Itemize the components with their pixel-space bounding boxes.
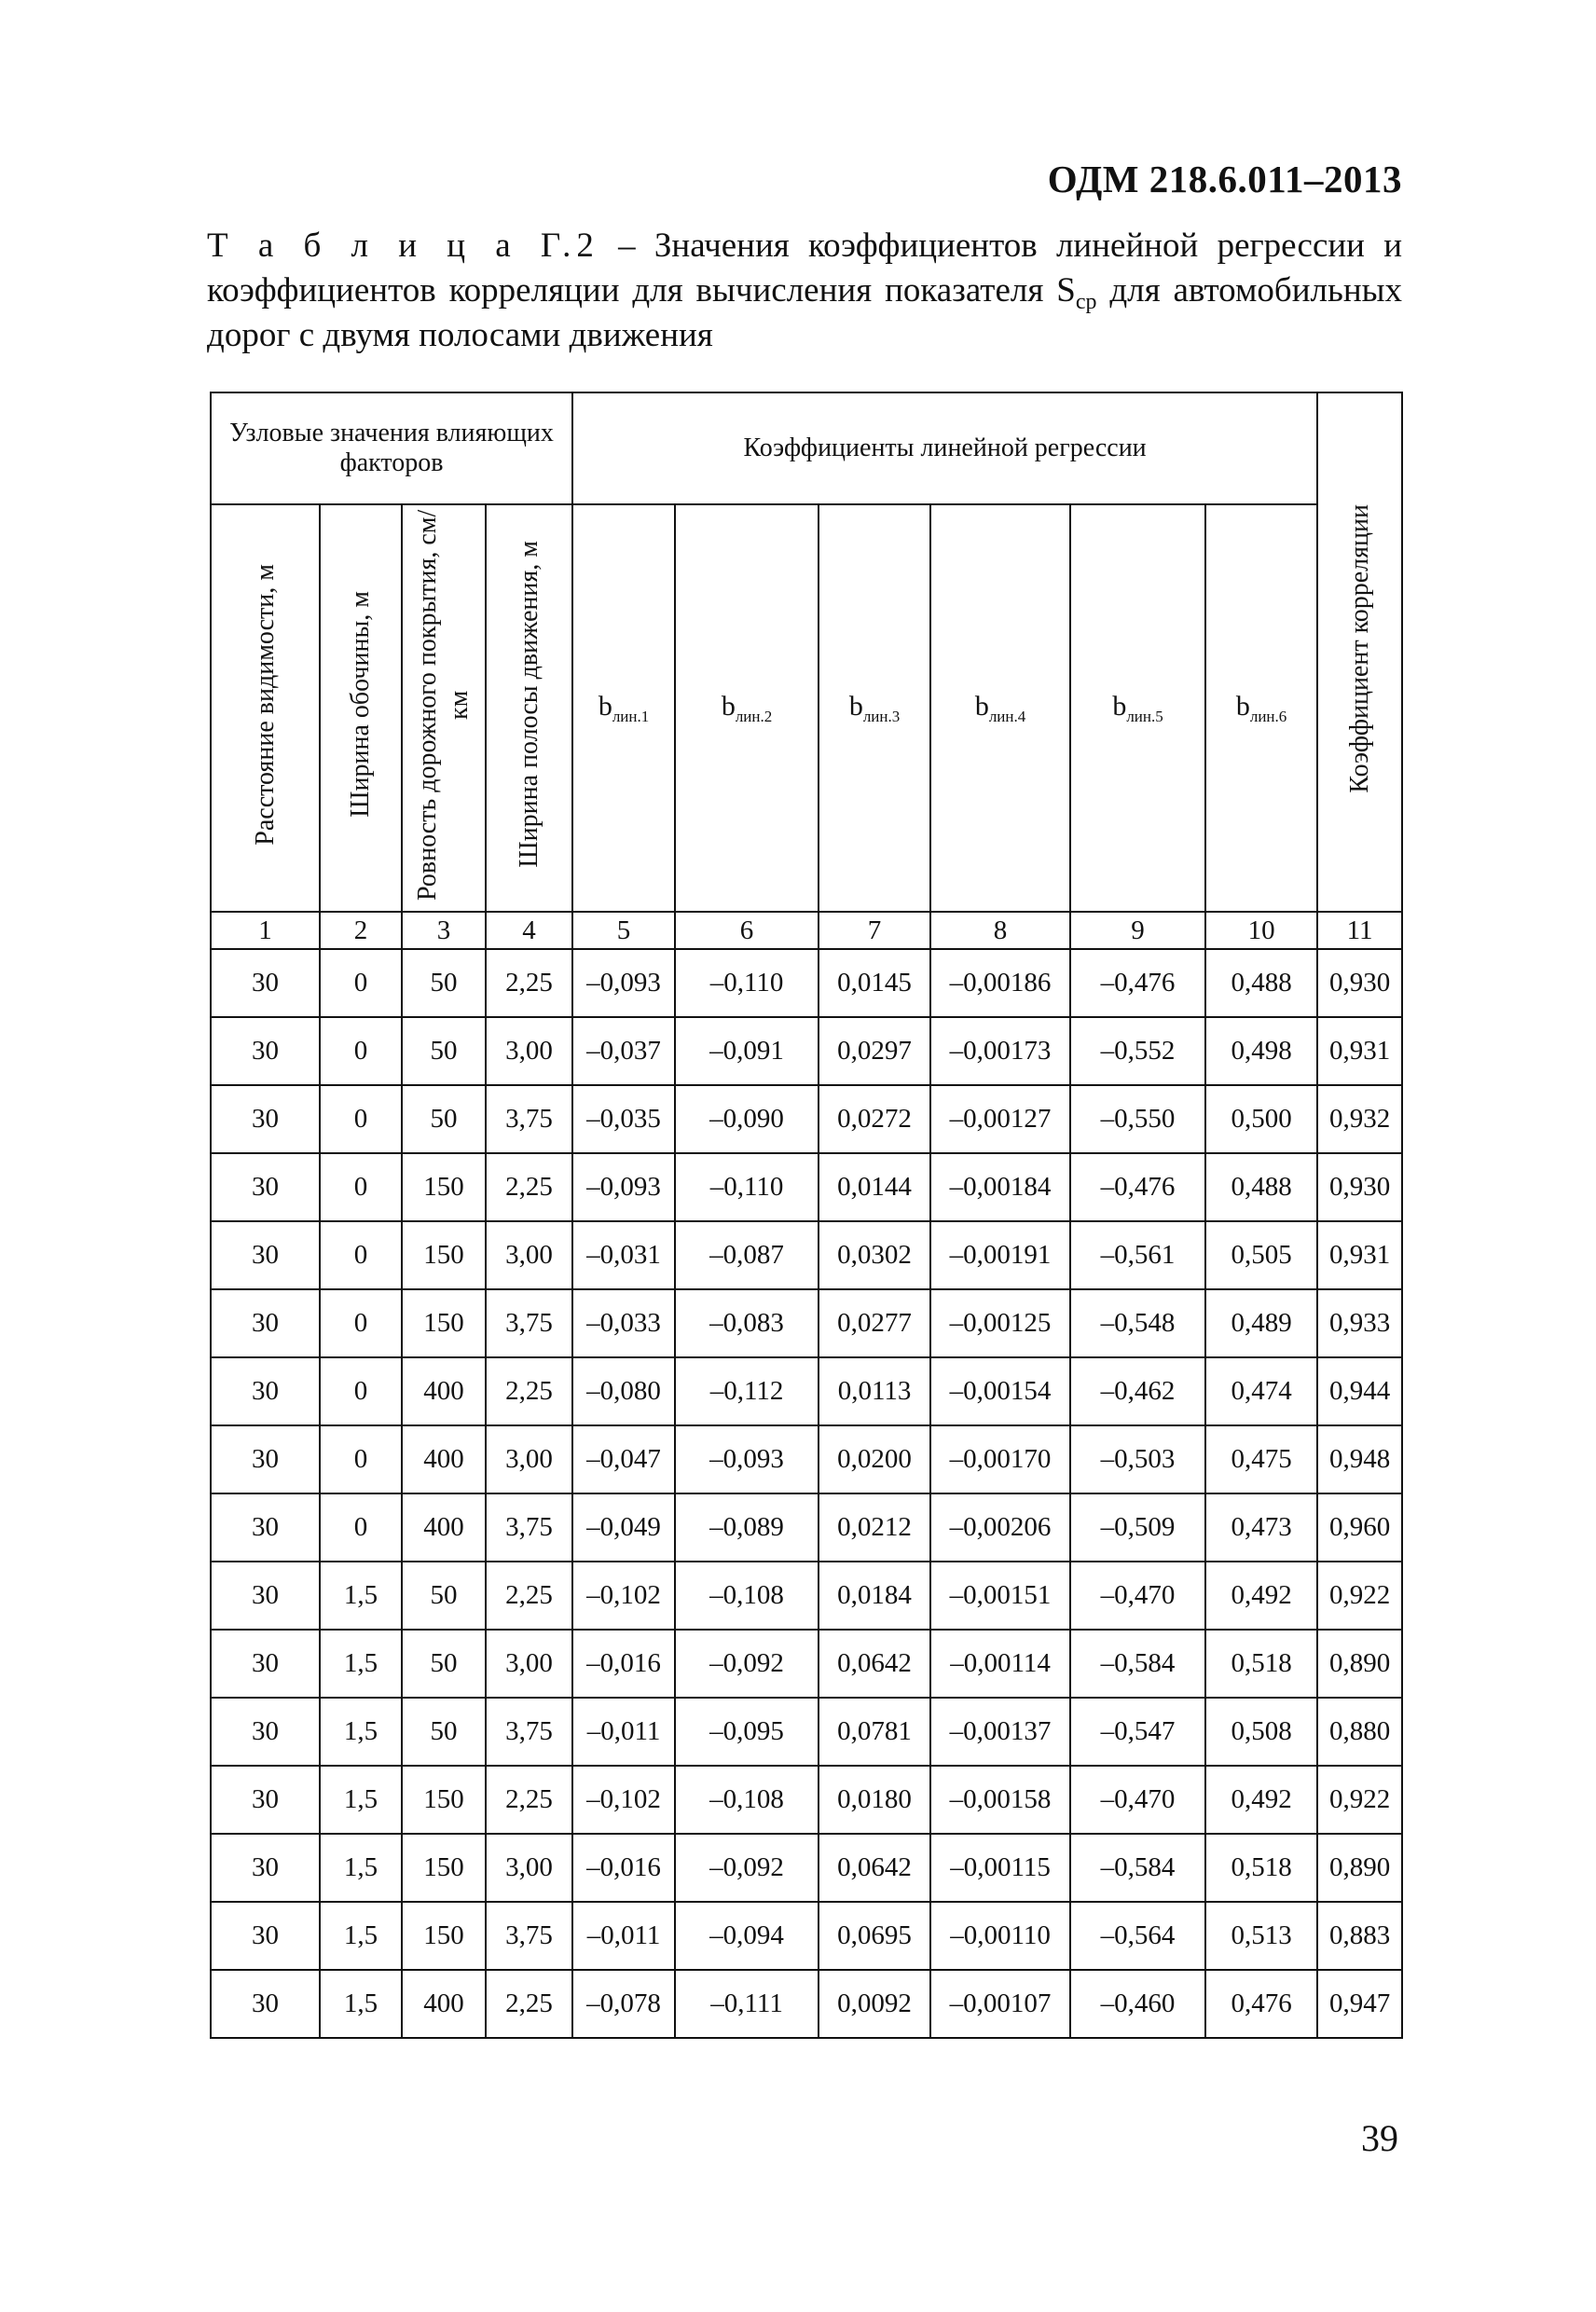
- table-cell: 400: [402, 1493, 486, 1562]
- column-number: 5: [572, 912, 675, 949]
- table-cell: –0,00110: [930, 1902, 1070, 1970]
- table-cell: –0,00114: [930, 1630, 1070, 1698]
- column-number: 7: [819, 912, 930, 949]
- table-cell: –0,102: [572, 1562, 675, 1630]
- column-number: 4: [486, 912, 572, 949]
- table-cell: 3,00: [486, 1425, 572, 1493]
- coef-sub: лин.1: [612, 707, 650, 725]
- table-row: [211, 1493, 1402, 1562]
- coef-base: b: [1235, 690, 1250, 722]
- table-cell: –0,00206: [930, 1493, 1070, 1562]
- table-cell: 3,00: [486, 1017, 572, 1085]
- table-cell: 1,5: [320, 1630, 402, 1698]
- table-cell: –0,102: [572, 1766, 675, 1834]
- table-cell: 0: [320, 1153, 402, 1221]
- table-cell: 30: [211, 1289, 320, 1357]
- coef-sub: лин.6: [1249, 707, 1287, 725]
- table-cell: 30: [211, 1698, 320, 1766]
- table-cell: 0,0184: [819, 1562, 930, 1630]
- table-cell: 1,5: [320, 1970, 402, 2038]
- table-cell: 0,931: [1317, 1221, 1402, 1289]
- table-cell: –0,011: [572, 1902, 675, 1970]
- table-cell: 30: [211, 1493, 320, 1562]
- header-shoulder-width: [320, 504, 402, 912]
- coef-base: b: [1112, 690, 1127, 722]
- table-caption: [207, 224, 1402, 358]
- table-cell: –0,049: [572, 1493, 675, 1562]
- table-cell: 3,75: [486, 1902, 572, 1970]
- table-cell: –0,090: [675, 1085, 819, 1153]
- table-row: [211, 1153, 1402, 1221]
- table-row: [211, 1085, 1402, 1153]
- table-row: [211, 1970, 1402, 2038]
- column-number: 2: [320, 912, 402, 949]
- table-cell: –0,00191: [930, 1221, 1070, 1289]
- table-row: [211, 1357, 1402, 1425]
- table-cell: 0,518: [1205, 1834, 1317, 1902]
- table-cell: –0,00151: [930, 1562, 1070, 1630]
- table-cell: –0,093: [675, 1425, 819, 1493]
- table-cell: 50: [402, 1698, 486, 1766]
- table-cell: 0: [320, 1289, 402, 1357]
- table-cell: 0,0297: [819, 1017, 930, 1085]
- table-cell: 0,498: [1205, 1017, 1317, 1085]
- table-cell: 30: [211, 1630, 320, 1698]
- table-cell: –0,092: [675, 1630, 819, 1698]
- table-cell: –0,00137: [930, 1698, 1070, 1766]
- table-cell: 150: [402, 1289, 486, 1357]
- header-label: Ширина полосы движения, м: [514, 541, 543, 868]
- header-lane-width: [486, 504, 572, 912]
- table-cell: 0,948: [1317, 1425, 1402, 1493]
- table-cell: –0,476: [1070, 1153, 1205, 1221]
- table-cell: –0,584: [1070, 1834, 1205, 1902]
- table-cell: –0,031: [572, 1221, 675, 1289]
- table-cell: 0,508: [1205, 1698, 1317, 1766]
- column-number: 8: [930, 912, 1070, 949]
- table-cell: 1,5: [320, 1834, 402, 1902]
- table-cell: –0,00107: [930, 1970, 1070, 2038]
- table-cell: 0,513: [1205, 1902, 1317, 1970]
- table-cell: –0,584: [1070, 1630, 1205, 1698]
- table-cell: 0,473: [1205, 1493, 1317, 1562]
- table-row: [211, 1425, 1402, 1493]
- table-cell: 3,00: [486, 1630, 572, 1698]
- table-cell: 50: [402, 1562, 486, 1630]
- caption-label: Т а б л и ц а Г.2: [207, 227, 599, 265]
- regression-table: [210, 392, 1403, 2039]
- table-row: [211, 949, 1402, 1017]
- table-cell: 30: [211, 1766, 320, 1834]
- table-cell: 0,0277: [819, 1289, 930, 1357]
- document-code: ОДМ 218.6.011–2013: [1047, 158, 1402, 200]
- table-cell: –0,080: [572, 1357, 675, 1425]
- table-cell: 0,880: [1317, 1698, 1402, 1766]
- header-b-lin-3: [819, 504, 930, 912]
- table-row: [211, 1902, 1402, 1970]
- caption-text-pre: – Значения коэффициентов линейной регрессии и коэффициентов корреляции для вычисления показателя S: [207, 227, 1402, 310]
- table-row: [211, 1834, 1402, 1902]
- table-cell: 0,883: [1317, 1902, 1402, 1970]
- table-cell: –0,089: [675, 1493, 819, 1562]
- table-cell: 2,25: [486, 949, 572, 1017]
- table-cell: 0,0781: [819, 1698, 930, 1766]
- table-cell: 3,75: [486, 1698, 572, 1766]
- table-cell: 150: [402, 1902, 486, 1970]
- table-cell: 2,25: [486, 1153, 572, 1221]
- table-cell: –0,564: [1070, 1902, 1205, 1970]
- table-cell: 0: [320, 1425, 402, 1493]
- table-cell: 30: [211, 1834, 320, 1902]
- table-cell: 0: [320, 1017, 402, 1085]
- table-cell: –0,091: [675, 1017, 819, 1085]
- table-cell: –0,552: [1070, 1017, 1205, 1085]
- table-cell: –0,095: [675, 1698, 819, 1766]
- table-cell: –0,00125: [930, 1289, 1070, 1357]
- table-cell: 0,0302: [819, 1221, 930, 1289]
- table-cell: 0,488: [1205, 1153, 1317, 1221]
- table-cell: 0,0113: [819, 1357, 930, 1425]
- table-cell: 0,0695: [819, 1902, 930, 1970]
- table-cell: –0,509: [1070, 1493, 1205, 1562]
- table-cell: –0,00127: [930, 1085, 1070, 1153]
- header-group-factors: Узловые значения влияющих факторов: [211, 392, 572, 504]
- table-cell: 50: [402, 949, 486, 1017]
- table-cell: –0,093: [572, 1153, 675, 1221]
- table-cell: 0: [320, 949, 402, 1017]
- table-cell: 0,890: [1317, 1834, 1402, 1902]
- coef-sub: лин.4: [988, 707, 1026, 725]
- table-cell: 0,0092: [819, 1970, 930, 2038]
- table-cell: 0,475: [1205, 1425, 1317, 1493]
- coef-sub: лин.3: [862, 707, 901, 725]
- column-number: 9: [1070, 912, 1205, 949]
- caption-subscript: ср: [1075, 290, 1097, 314]
- table-cell: –0,00173: [930, 1017, 1070, 1085]
- table-cell: 150: [402, 1834, 486, 1902]
- table-cell: 2,25: [486, 1970, 572, 2038]
- header-b-lin-2: [675, 504, 819, 912]
- table-cell: –0,092: [675, 1834, 819, 1902]
- table-cell: 0,922: [1317, 1766, 1402, 1834]
- table-cell: 0,505: [1205, 1221, 1317, 1289]
- table-cell: 3,00: [486, 1834, 572, 1902]
- header-correlation: [1317, 392, 1402, 912]
- header-road-evenness: [402, 504, 486, 912]
- table-cell: –0,503: [1070, 1425, 1205, 1493]
- table-cell: 0,890: [1317, 1630, 1402, 1698]
- table-cell: 0,492: [1205, 1562, 1317, 1630]
- table-row: [211, 1017, 1402, 1085]
- table-cell: –0,462: [1070, 1357, 1205, 1425]
- table-row: [211, 1630, 1402, 1698]
- table-cell: 0,0642: [819, 1630, 930, 1698]
- table-cell: –0,476: [1070, 949, 1205, 1017]
- table-cell: 30: [211, 949, 320, 1017]
- table-cell: 0,489: [1205, 1289, 1317, 1357]
- table-cell: –0,035: [572, 1085, 675, 1153]
- table-cell: 0: [320, 1493, 402, 1562]
- table-cell: 150: [402, 1221, 486, 1289]
- table-cell: 0,947: [1317, 1970, 1402, 2038]
- table-cell: 30: [211, 1221, 320, 1289]
- table-cell: 50: [402, 1630, 486, 1698]
- page-number: 39: [1361, 2117, 1398, 2159]
- table-cell: 30: [211, 1970, 320, 2038]
- coef-sub: лин.5: [1126, 707, 1163, 725]
- table-cell: –0,094: [675, 1902, 819, 1970]
- table-cell: 0,0144: [819, 1153, 930, 1221]
- table-cell: 150: [402, 1766, 486, 1834]
- header-b-lin-1: [572, 504, 675, 912]
- table-cell: 0,474: [1205, 1357, 1317, 1425]
- table-cell: –0,047: [572, 1425, 675, 1493]
- header-b-lin-6: [1205, 504, 1317, 912]
- table-cell: 30: [211, 1902, 320, 1970]
- table-row: [211, 1562, 1402, 1630]
- table-cell: –0,00170: [930, 1425, 1070, 1493]
- table-cell: 3,75: [486, 1289, 572, 1357]
- table-cell: 0,0200: [819, 1425, 930, 1493]
- table-cell: –0,093: [572, 949, 675, 1017]
- table-cell: –0,033: [572, 1289, 675, 1357]
- table-cell: 0,930: [1317, 949, 1402, 1017]
- coef-base: b: [598, 690, 612, 722]
- table-cell: 0,932: [1317, 1085, 1402, 1153]
- coef-sub: лин.2: [735, 707, 773, 725]
- header-label: Расстояние видимости, м: [250, 563, 280, 846]
- table-cell: –0,00184: [930, 1153, 1070, 1221]
- table-cell: 0,0145: [819, 949, 930, 1017]
- table-cell: –0,016: [572, 1630, 675, 1698]
- table-cell: 0: [320, 1085, 402, 1153]
- table-cell: –0,078: [572, 1970, 675, 2038]
- table-cell: –0,108: [675, 1562, 819, 1630]
- table-cell: 400: [402, 1970, 486, 2038]
- table-row: [211, 1289, 1402, 1357]
- header-label: Ровность дорожного покрытия, см/км: [413, 508, 474, 901]
- table-cell: 3,75: [486, 1085, 572, 1153]
- table-cell: –0,110: [675, 1153, 819, 1221]
- table-cell: –0,470: [1070, 1562, 1205, 1630]
- table-cell: 400: [402, 1357, 486, 1425]
- table-cell: –0,00115: [930, 1834, 1070, 1902]
- table-cell: –0,037: [572, 1017, 675, 1085]
- table-cell: 0,0212: [819, 1493, 930, 1562]
- table-cell: 0: [320, 1357, 402, 1425]
- table-cell: 2,25: [486, 1357, 572, 1425]
- table-cell: 2,25: [486, 1766, 572, 1834]
- table-cell: –0,111: [675, 1970, 819, 2038]
- header-group-coefficients: Коэффициенты линейной регрессии: [572, 392, 1317, 504]
- header-b-lin-4: [930, 504, 1070, 912]
- table-row: [211, 1766, 1402, 1834]
- header-visibility-distance: [211, 504, 320, 912]
- table-cell: 0,933: [1317, 1289, 1402, 1357]
- table-cell: 0,488: [1205, 949, 1317, 1017]
- table-cell: –0,011: [572, 1698, 675, 1766]
- table-cell: 0,930: [1317, 1153, 1402, 1221]
- coef-base: b: [721, 690, 736, 722]
- table-cell: 0,0180: [819, 1766, 930, 1834]
- table-cell: 0,944: [1317, 1357, 1402, 1425]
- column-numbers-row: [211, 912, 1402, 949]
- coef-base: b: [974, 690, 989, 722]
- table-cell: 30: [211, 1425, 320, 1493]
- table-cell: 0,492: [1205, 1766, 1317, 1834]
- table-cell: –0,110: [675, 949, 819, 1017]
- table-cell: 1,5: [320, 1902, 402, 1970]
- table-cell: 30: [211, 1357, 320, 1425]
- table-cell: 30: [211, 1153, 320, 1221]
- table-cell: 30: [211, 1017, 320, 1085]
- table-row: [211, 1221, 1402, 1289]
- table-cell: 0,518: [1205, 1630, 1317, 1698]
- column-number: 1: [211, 912, 320, 949]
- caption-text-post: для автомобильных дорог с двумя полосами движения: [207, 271, 1402, 354]
- table-cell: –0,561: [1070, 1221, 1205, 1289]
- table-cell: 50: [402, 1017, 486, 1085]
- table-cell: 0,922: [1317, 1562, 1402, 1630]
- table-cell: 30: [211, 1085, 320, 1153]
- table-cell: 0,476: [1205, 1970, 1317, 2038]
- table-cell: 30: [211, 1562, 320, 1630]
- table-cell: –0,00158: [930, 1766, 1070, 1834]
- table-cell: 0: [320, 1221, 402, 1289]
- table-cell: –0,470: [1070, 1766, 1205, 1834]
- table-cell: 1,5: [320, 1766, 402, 1834]
- table-cell: 0,0642: [819, 1834, 930, 1902]
- table-cell: 150: [402, 1153, 486, 1221]
- table-cell: –0,016: [572, 1834, 675, 1902]
- table-cell: 400: [402, 1425, 486, 1493]
- table-cell: 0,0272: [819, 1085, 930, 1153]
- table-cell: 1,5: [320, 1698, 402, 1766]
- table-cell: –0,108: [675, 1766, 819, 1834]
- table-cell: –0,087: [675, 1221, 819, 1289]
- coef-base: b: [848, 690, 863, 722]
- column-number: 11: [1317, 912, 1402, 949]
- header-correlation-label: Коэффициент корреляции: [1344, 503, 1374, 793]
- table-cell: 2,25: [486, 1562, 572, 1630]
- table-cell: 0,931: [1317, 1017, 1402, 1085]
- table-cell: 0,500: [1205, 1085, 1317, 1153]
- column-number: 6: [675, 912, 819, 949]
- table-row: [211, 1698, 1402, 1766]
- table-cell: –0,083: [675, 1289, 819, 1357]
- table-cell: 1,5: [320, 1562, 402, 1630]
- table-cell: 3,00: [486, 1221, 572, 1289]
- table-cell: –0,548: [1070, 1289, 1205, 1357]
- column-number: 3: [402, 912, 486, 949]
- table-cell: 50: [402, 1085, 486, 1153]
- header-b-lin-5: [1070, 504, 1205, 912]
- table-cell: –0,00154: [930, 1357, 1070, 1425]
- table-cell: –0,550: [1070, 1085, 1205, 1153]
- table-cell: 0,960: [1317, 1493, 1402, 1562]
- table-cell: –0,112: [675, 1357, 819, 1425]
- column-number: 10: [1205, 912, 1317, 949]
- table-cell: –0,460: [1070, 1970, 1205, 2038]
- table-cell: 3,75: [486, 1493, 572, 1562]
- table-cell: –0,547: [1070, 1698, 1205, 1766]
- table-cell: –0,00186: [930, 949, 1070, 1017]
- header-label: Ширина обочины, м: [346, 591, 375, 818]
